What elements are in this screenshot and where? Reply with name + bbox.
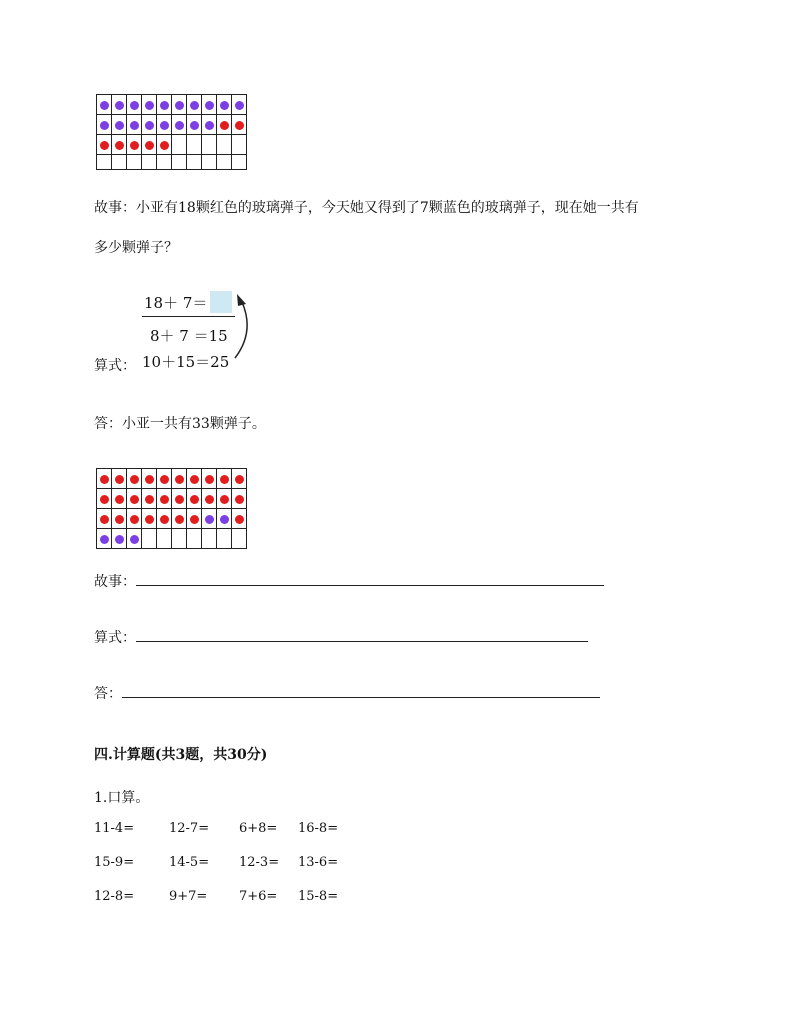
mental-math-item: 13-6= <box>298 855 339 870</box>
grid-cell <box>172 469 187 489</box>
calc-bottom-expression: 10＋15＝25 <box>142 353 230 371</box>
formula-blank-label: 算式： <box>94 630 136 646</box>
grid-cell <box>97 529 112 549</box>
purple-marble-icon <box>160 101 169 110</box>
purple-marble-icon <box>145 121 154 130</box>
grid-cell <box>157 135 172 155</box>
red-marble-icon <box>100 495 109 504</box>
red-marble-icon <box>145 475 154 484</box>
grid-cell <box>217 509 232 529</box>
red-marble-icon <box>175 495 184 504</box>
grid-cell <box>157 489 172 509</box>
grid-cell <box>127 469 142 489</box>
grid-cell <box>142 135 157 155</box>
purple-marble-icon <box>205 101 214 110</box>
purple-marble-icon <box>100 121 109 130</box>
grid-cell <box>202 115 217 135</box>
calc-middle-expression: 8＋ 7 ＝15 <box>150 327 228 345</box>
grid-cell <box>217 489 232 509</box>
grid-row <box>97 489 247 509</box>
grid-cell <box>187 95 202 115</box>
red-marble-icon <box>205 495 214 504</box>
purple-marble-icon <box>115 121 124 130</box>
grid-cell <box>142 155 157 170</box>
red-marble-icon <box>175 515 184 524</box>
grid-cell <box>97 95 112 115</box>
story-blank-line[interactable] <box>136 573 604 586</box>
grid-cell <box>127 509 142 529</box>
answer-blank-row <box>94 683 600 703</box>
answer-blank-label: 答： <box>94 686 122 702</box>
grid-cell <box>127 115 142 135</box>
grid-cell <box>157 95 172 115</box>
purple-marble-icon <box>130 101 139 110</box>
section-4-title: 四.计算题(共3题，共30分) <box>94 747 268 763</box>
red-marble-icon <box>160 495 169 504</box>
grid-cell <box>187 469 202 489</box>
grid-cell <box>232 469 247 489</box>
purple-marble-icon <box>100 101 109 110</box>
grid-row <box>97 155 247 170</box>
calc-top-expression: 18＋ 7＝ <box>144 294 208 312</box>
grid-row <box>97 509 247 529</box>
grid-cell <box>112 95 127 115</box>
red-marble-icon <box>115 141 124 150</box>
answer-blank-line[interactable] <box>122 685 600 698</box>
grid-cell <box>172 155 187 170</box>
red-marble-icon <box>235 495 244 504</box>
red-marble-icon <box>145 141 154 150</box>
mental-math-item: 12-3= <box>239 855 280 870</box>
mental-math-item: 12-8= <box>94 889 135 904</box>
red-marble-icon <box>235 515 244 524</box>
story-blank-label: 故事： <box>94 574 136 590</box>
grid-cell <box>97 155 112 170</box>
purple-marble-icon <box>130 121 139 130</box>
grid-cell <box>187 489 202 509</box>
grid-cell <box>97 489 112 509</box>
story-blank-row <box>94 571 604 591</box>
grid-cell <box>142 529 157 549</box>
grid-cell <box>142 115 157 135</box>
grid-cell <box>112 135 127 155</box>
red-marble-icon <box>100 475 109 484</box>
purple-marble-icon <box>160 121 169 130</box>
calc-label: 算式： <box>94 358 136 374</box>
grid-cell <box>142 95 157 115</box>
grid-cell <box>202 529 217 549</box>
grid-cell <box>232 489 247 509</box>
grid-cell <box>157 155 172 170</box>
purple-marble-icon <box>190 121 199 130</box>
red-marble-icon <box>235 121 244 130</box>
grid-cell <box>112 155 127 170</box>
grid-cell <box>202 155 217 170</box>
red-marble-icon <box>100 141 109 150</box>
grid-cell <box>172 135 187 155</box>
purple-marble-icon <box>235 101 244 110</box>
purple-marble-icon <box>220 515 229 524</box>
purple-marble-icon <box>145 101 154 110</box>
grid-cell <box>232 509 247 529</box>
grid-cell <box>112 529 127 549</box>
mental-math-item: 16-8= <box>298 821 339 836</box>
grid-row <box>97 135 247 155</box>
purple-marble-icon <box>205 515 214 524</box>
grid-cell <box>172 95 187 115</box>
mental-math-item: 15-9= <box>94 855 135 870</box>
mental-math-item: 7+6= <box>239 889 278 904</box>
red-marble-icon <box>205 475 214 484</box>
red-marble-icon <box>145 515 154 524</box>
red-marble-icon <box>130 475 139 484</box>
grid-cell <box>157 469 172 489</box>
grid-cell <box>217 529 232 549</box>
grid-cell <box>142 509 157 529</box>
purple-marble-icon <box>175 101 184 110</box>
purple-marble-icon <box>220 101 229 110</box>
answer-1: 答：小亚一共有33颗弹子。 <box>94 416 266 432</box>
purple-marble-icon <box>130 535 139 544</box>
grid-cell <box>187 509 202 529</box>
red-marble-icon <box>220 121 229 130</box>
red-marble-icon <box>130 141 139 150</box>
red-marble-icon <box>235 475 244 484</box>
red-marble-icon <box>190 495 199 504</box>
grid-row <box>97 529 247 549</box>
grid-cell <box>112 115 127 135</box>
grid-row <box>97 115 247 135</box>
story-1-line-1: 故事：小亚有18颗红色的玻璃弹子，今天她又得到了7颗蓝色的玻璃弹子，现在她一共有 <box>94 200 639 216</box>
grid-cell <box>127 529 142 549</box>
grid-cell <box>97 509 112 529</box>
marble-grid-1 <box>96 94 247 170</box>
grid-cell <box>232 529 247 549</box>
grid-cell <box>112 489 127 509</box>
red-marble-icon <box>220 495 229 504</box>
grid-cell <box>172 509 187 529</box>
formula-blank-row <box>94 627 588 647</box>
grid-cell <box>157 115 172 135</box>
formula-blank-line[interactable] <box>136 629 588 642</box>
grid-cell <box>157 529 172 549</box>
grid-cell <box>142 469 157 489</box>
grid-cell <box>97 469 112 489</box>
red-marble-icon <box>160 515 169 524</box>
calc-divider-line <box>142 316 235 317</box>
red-marble-icon <box>145 495 154 504</box>
red-marble-icon <box>130 515 139 524</box>
red-marble-icon <box>190 475 199 484</box>
purple-marble-icon <box>115 101 124 110</box>
grid-cell <box>172 115 187 135</box>
grid-cell <box>112 509 127 529</box>
grid-cell <box>202 135 217 155</box>
grid-cell <box>202 469 217 489</box>
grid-cell <box>127 135 142 155</box>
grid-cell <box>217 155 232 170</box>
grid-cell <box>187 529 202 549</box>
grid-cell <box>157 509 172 529</box>
grid-cell <box>232 155 247 170</box>
red-marble-icon <box>160 475 169 484</box>
question-1-label: 1.口算。 <box>94 790 150 806</box>
mental-math-item: 9+7= <box>169 889 208 904</box>
grid-cell <box>217 95 232 115</box>
mental-math-item: 14-5= <box>169 855 210 870</box>
grid-cell <box>142 489 157 509</box>
purple-marble-icon <box>190 101 199 110</box>
purple-marble-icon <box>100 535 109 544</box>
grid-cell <box>217 469 232 489</box>
mental-math-item: 12-7= <box>169 821 210 836</box>
grid-cell <box>217 115 232 135</box>
grid-cell <box>127 155 142 170</box>
grid-cell <box>217 135 232 155</box>
marble-grid-2 <box>96 468 247 549</box>
grid-cell <box>127 95 142 115</box>
red-marble-icon <box>220 475 229 484</box>
story-1-line-2: 多少颗弹子？ <box>94 240 178 256</box>
grid-cell <box>232 135 247 155</box>
red-marble-icon <box>115 495 124 504</box>
mental-math-item: 15-8= <box>298 889 339 904</box>
red-marble-icon <box>160 141 169 150</box>
grid-cell <box>97 135 112 155</box>
grid-cell <box>187 135 202 155</box>
grid-cell <box>127 489 142 509</box>
purple-marble-icon <box>175 121 184 130</box>
curved-arrow-icon <box>225 292 255 364</box>
mental-math-item: 6+8= <box>239 821 278 836</box>
mental-math-item: 11-4= <box>94 821 135 836</box>
grid-cell <box>97 115 112 135</box>
grid-cell <box>202 95 217 115</box>
red-marble-icon <box>190 515 199 524</box>
grid-row <box>97 95 247 115</box>
grid-cell <box>232 115 247 135</box>
grid-cell <box>202 489 217 509</box>
purple-marble-icon <box>115 535 124 544</box>
grid-cell <box>232 95 247 115</box>
grid-cell <box>172 529 187 549</box>
grid-cell <box>202 509 217 529</box>
red-marble-icon <box>115 515 124 524</box>
red-marble-icon <box>175 475 184 484</box>
red-marble-icon <box>100 515 109 524</box>
grid-cell <box>112 469 127 489</box>
red-marble-icon <box>115 475 124 484</box>
purple-marble-icon <box>205 121 214 130</box>
grid-cell <box>187 155 202 170</box>
grid-cell <box>172 489 187 509</box>
grid-cell <box>187 115 202 135</box>
red-marble-icon <box>130 495 139 504</box>
grid-row <box>97 469 247 489</box>
